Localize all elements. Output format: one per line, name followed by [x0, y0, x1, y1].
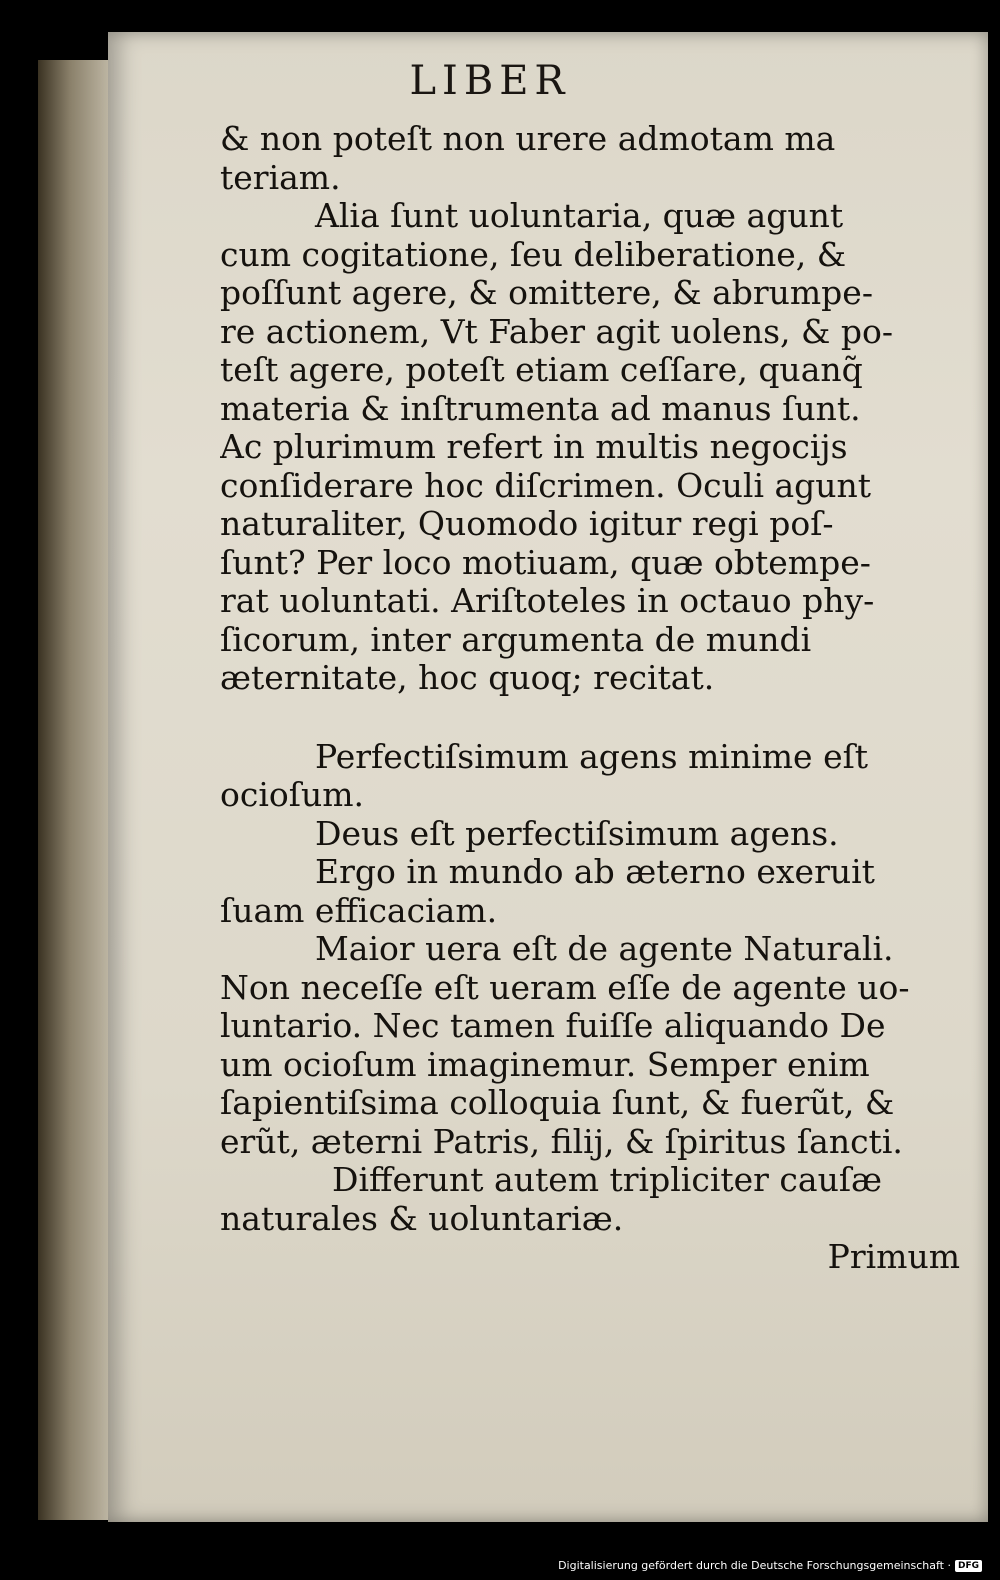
- text-line: Ac plurimum refert in multis negocijs: [220, 428, 848, 466]
- text-line: materia & inſtrumenta ad manus ſunt.: [220, 389, 861, 428]
- text-line: naturaliter, Quomodo igitur regi poſ-: [220, 505, 834, 543]
- text-line: Perfectiſsimum agens minime eſt: [315, 737, 869, 776]
- text-line: [220, 698, 960, 738]
- text-line: Alia ſunt uoluntaria, quæ agunt: [315, 197, 844, 235]
- text-line: Primum: [827, 1238, 960, 1276]
- text-line: & non poteſt non urere admotam ma: [220, 120, 836, 158]
- text-line: teſt agere, poteſt etiam ceſſare, quanq̃: [220, 351, 863, 389]
- text-line: poſſunt agere, & omittere, & abrumpe-: [220, 274, 873, 312]
- text-line: Ergo in mundo ab æterno exeruit: [315, 853, 875, 891]
- text-line: cum cogitatione, ſeu deliberatione, &: [220, 235, 847, 274]
- text-line: ſicorum, inter argumenta de mundi: [220, 620, 812, 659]
- text-line: rat uoluntati. Ariſtoteles in octauo phy-: [220, 582, 875, 620]
- text-line: luntario. Nec tamen fuiſſe aliquando De: [220, 1007, 886, 1045]
- text-line: ſapientiſsima colloquia ſunt, & fuerũt, &: [220, 1084, 895, 1122]
- text-line: Deus eſt perfectiſsimum agens.: [315, 814, 839, 853]
- credit-text: Digitalisierung gefördert durch die Deutsche Forschungsgemeinschaft ·: [558, 1559, 951, 1572]
- text-line: naturales & uoluntariæ.: [220, 1199, 624, 1238]
- text-line: conſiderare hoc diſcrimen. Oculi agunt: [220, 466, 872, 505]
- text-line: æternitate, hoc quoq; recitat.: [220, 659, 715, 697]
- text-line: Non neceſſe eſt ueram eſſe de agente uo-: [220, 968, 910, 1007]
- text-line: teriam.: [220, 158, 341, 197]
- text-line: Maior uera eſt de agente Naturali.: [315, 930, 894, 968]
- text-line: ocioſum.: [220, 776, 365, 814]
- page-edge-shadow: [38, 60, 118, 1520]
- text-line: erũt, æterni Patris, filij, & ſpiritus ſancti.: [220, 1122, 903, 1161]
- dfg-logo-icon: DFG: [955, 1560, 982, 1572]
- digitization-credit: [558, 1559, 982, 1572]
- text-line: re actionem, Vt Faber agit uolens, & po-: [220, 312, 894, 351]
- text-line: um ocioſum imaginemur. Semper enim: [220, 1045, 870, 1084]
- text-line: ſuam efficaciam.: [220, 891, 498, 930]
- text-line: Differunt autem tripliciter cauſæ: [332, 1161, 883, 1199]
- text-line: ſunt? Per loco motiuam, quæ obtempe-: [220, 543, 871, 582]
- page-body-text: [220, 120, 960, 1277]
- running-header: LIBER: [409, 58, 571, 104]
